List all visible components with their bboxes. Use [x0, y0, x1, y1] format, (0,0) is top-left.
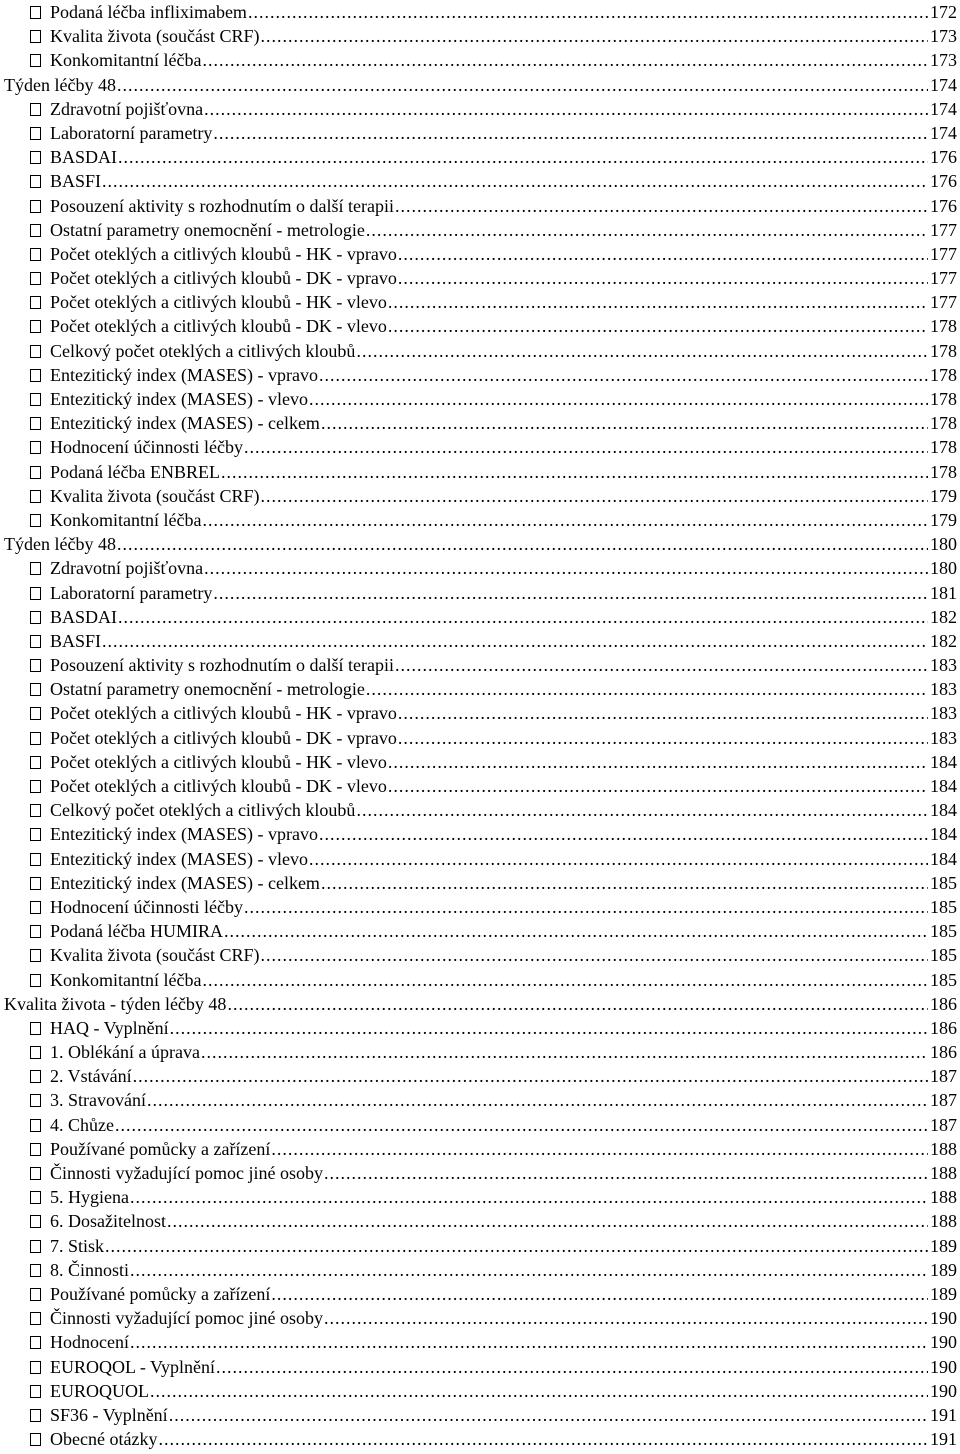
toc-entry[interactable] [0, 387, 960, 411]
toc-entry-title: 8. Činnosti [50, 1259, 130, 1280]
toc-entry-page-number: 184 [930, 848, 957, 869]
toc-entry[interactable] [0, 726, 960, 750]
checkbox-bullet-icon [30, 1409, 41, 1422]
toc-entry[interactable] [0, 629, 960, 653]
toc-entry[interactable] [0, 581, 960, 605]
toc-entry-title: Entezitický index (MASES) - vlevo [50, 848, 308, 869]
checkbox-bullet-icon [30, 514, 41, 527]
toc-entry-page-number: 178 [930, 461, 957, 482]
toc-entry[interactable] [0, 871, 960, 895]
checkbox-bullet-icon [30, 925, 41, 938]
toc-entry[interactable] [0, 1282, 960, 1306]
toc-entry-page-number: 191 [930, 1404, 957, 1425]
toc-entry-title: 6. Dosažitelnost [50, 1211, 166, 1232]
toc-entry[interactable] [0, 121, 960, 145]
toc-entry-title: Laboratorní parametry [50, 122, 213, 143]
toc-entry-page-number: 178 [930, 413, 957, 434]
checkbox-bullet-icon [30, 1288, 41, 1301]
checkbox-bullet-icon [30, 30, 41, 43]
toc-entry[interactable] [0, 701, 960, 725]
toc-entry[interactable] [0, 556, 960, 580]
toc-entry-page-number: 190 [930, 1308, 957, 1329]
toc-entry-title: Hodnocení účinnosti léčby [50, 437, 243, 458]
toc-entry[interactable] [0, 677, 960, 701]
checkbox-bullet-icon [30, 1167, 41, 1180]
checkbox-bullet-icon [30, 1094, 41, 1107]
toc-entry[interactable] [0, 339, 960, 363]
toc-entry-title: Podaná léčba HUMIRA [50, 921, 223, 942]
dot-leader [216, 1355, 928, 1379]
toc-entry-title: 4. Chůze [50, 1114, 114, 1135]
checkbox-bullet-icon [30, 659, 41, 672]
toc-entry-page-number: 174 [930, 98, 957, 119]
toc-entry-page-number: 184 [930, 751, 957, 772]
checkbox-bullet-icon [30, 369, 41, 382]
toc-entry[interactable] [0, 1185, 960, 1209]
checkbox-bullet-icon [30, 1385, 41, 1398]
toc-entry-title: Činnosti vyžadující pomoc jiné osoby [50, 1308, 323, 1329]
checkbox-bullet-icon [30, 248, 41, 261]
dot-leader [271, 1282, 928, 1306]
checkbox-bullet-icon [30, 707, 41, 720]
toc-entry[interactable] [0, 1113, 960, 1137]
dot-leader [388, 774, 928, 798]
toc-entry[interactable] [0, 1161, 960, 1185]
checkbox-bullet-icon [30, 1312, 41, 1325]
toc-entry-page-number: 179 [930, 485, 957, 506]
toc-entry-title: Počet oteklých a citlivých kloubů - HK - vlevo [50, 292, 387, 313]
checkbox-bullet-icon [30, 949, 41, 962]
toc-entry[interactable] [0, 169, 960, 193]
checkbox-bullet-icon [30, 877, 41, 890]
toc-entry[interactable] [0, 1306, 960, 1330]
toc-entry-page-number: 187 [930, 1114, 957, 1135]
toc-entry-title: Počet oteklých a citlivých kloubů - DK - vlevo [50, 776, 387, 796]
toc-entry-title: Ostatní parametry onemocnění - metrologie [50, 219, 365, 240]
toc-entry-title: BASFI [50, 171, 102, 192]
toc-entry-page-number: 191 [930, 1429, 957, 1450]
toc-entry-title: Počet oteklých a citlivých kloubů - DK - vpravo [50, 727, 397, 748]
toc-section-heading[interactable] [0, 992, 960, 1016]
toc-entry-title: Entezitický index (MASES) - celkem [50, 872, 320, 893]
toc-entry-title: Entezitický index (MASES) - celkem [50, 413, 320, 434]
toc-entry[interactable] [0, 48, 960, 72]
toc-entry-page-number: 178 [930, 316, 957, 337]
toc-entry[interactable] [0, 1403, 960, 1427]
dot-leader [388, 290, 928, 314]
checkbox-bullet-icon [30, 780, 41, 793]
checkbox-bullet-icon [30, 393, 41, 406]
toc-entry[interactable] [0, 1064, 960, 1088]
dot-leader [158, 1427, 928, 1451]
dot-leader [130, 1258, 928, 1282]
toc-entry[interactable] [0, 1427, 960, 1451]
checkbox-bullet-icon [30, 151, 41, 164]
toc-entry-page-number: 187 [930, 1066, 957, 1087]
toc-entry-page-number: 177 [930, 292, 957, 313]
toc-entry[interactable] [0, 1330, 960, 1354]
toc-section-heading[interactable] [0, 73, 960, 97]
checkbox-bullet-icon [30, 1215, 41, 1228]
toc-entry-page-number: 178 [930, 364, 957, 385]
dot-leader [366, 677, 928, 701]
toc-entry[interactable] [0, 653, 960, 677]
toc-entry-title: Entezitický index (MASES) - vlevo [50, 389, 308, 409]
dot-leader [130, 1185, 928, 1209]
toc-entry-page-number: 190 [930, 1332, 957, 1353]
toc-entry-title: Kvalita života (součást CRF) [50, 26, 260, 47]
toc-entry-page-number: 176 [930, 195, 957, 216]
toc-entry-page-number: 180 [930, 534, 957, 555]
toc-entry-title: Ostatní parametry onemocnění - metrologie [50, 679, 365, 700]
checkbox-bullet-icon [30, 1119, 41, 1132]
checkbox-bullet-icon [30, 1046, 41, 1059]
toc-entry-title: HAQ - Vyplnění [50, 1017, 169, 1038]
toc-entry-page-number: 186 [930, 1042, 957, 1063]
dot-leader [395, 653, 928, 677]
dot-leader [395, 194, 928, 218]
dot-leader [170, 1016, 928, 1040]
dot-leader [202, 968, 928, 992]
checkbox-bullet-icon [30, 296, 41, 309]
toc-entry-title: Hodnocení účinnosti léčby [50, 896, 243, 917]
toc-entry-page-number: 176 [930, 147, 957, 168]
dot-leader [118, 145, 928, 169]
toc-entry-page-number: 189 [930, 1283, 957, 1304]
dot-leader [117, 73, 928, 97]
toc-entry-title: Laboratorní parametry [50, 582, 213, 603]
toc-entry[interactable] [0, 895, 960, 919]
toc-entry[interactable] [0, 1016, 960, 1040]
toc-entry-title: Celkový počet oteklých a citlivých kloubů [50, 340, 356, 361]
dot-leader [117, 532, 928, 556]
dot-leader [150, 1379, 928, 1403]
dot-leader [201, 1040, 928, 1064]
checkbox-bullet-icon [30, 804, 41, 817]
dot-leader [227, 992, 928, 1016]
toc-entry-title: Kvalita života (součást CRF) [50, 485, 260, 506]
toc-entry-title: Počet oteklých a citlivých kloubů - HK - vpravo [50, 243, 397, 264]
dot-leader [309, 847, 928, 871]
dot-leader [260, 484, 928, 508]
toc-entry-page-number: 185 [930, 969, 957, 990]
dot-leader [319, 363, 928, 387]
toc-entry-page-number: 187 [930, 1090, 957, 1111]
checkbox-bullet-icon [30, 200, 41, 213]
toc-entry-page-number: 189 [930, 1259, 957, 1280]
toc-entry[interactable] [0, 798, 960, 822]
checkbox-bullet-icon [30, 490, 41, 503]
toc-entry[interactable] [0, 290, 960, 314]
toc-entry[interactable] [0, 919, 960, 943]
checkbox-bullet-icon [30, 587, 41, 600]
dot-leader [244, 435, 928, 459]
checkbox-bullet-icon [30, 683, 41, 696]
checkbox-bullet-icon [30, 974, 41, 987]
toc-entry-page-number: 173 [930, 26, 957, 47]
checkbox-bullet-icon [30, 103, 41, 116]
toc-entry-page-number: 189 [930, 1235, 957, 1256]
checkbox-bullet-icon [30, 417, 41, 430]
dot-leader [260, 24, 928, 48]
toc-entry-page-number: 174 [930, 74, 957, 95]
toc-entry-page-number: 188 [930, 1138, 957, 1159]
dot-leader [271, 1137, 928, 1161]
toc-entry-page-number: 179 [930, 509, 957, 530]
dot-leader [213, 121, 928, 145]
toc-entry-page-number: 181 [930, 582, 957, 603]
checkbox-bullet-icon [30, 1240, 41, 1253]
checkbox-bullet-icon [30, 1070, 41, 1083]
toc-entry-title: 5. Hygiena [50, 1187, 129, 1208]
toc-entry-page-number: 186 [930, 993, 957, 1014]
toc-entry-title: Konkomitantní léčba [50, 969, 202, 990]
dot-leader [324, 1161, 928, 1185]
toc-entry-page-number: 182 [930, 630, 957, 651]
toc-entry[interactable] [0, 1234, 960, 1258]
dot-leader [221, 460, 928, 484]
checkbox-bullet-icon [30, 562, 41, 575]
toc-entry[interactable] [0, 774, 960, 798]
dot-leader [244, 895, 928, 919]
dot-leader [167, 1209, 928, 1233]
toc-entry[interactable] [0, 968, 960, 992]
dot-leader [356, 339, 928, 363]
toc-entry[interactable] [0, 1379, 960, 1403]
checkbox-bullet-icon [30, 54, 41, 67]
toc-entry-title: 3. Stravování [50, 1090, 146, 1111]
dot-leader [204, 97, 928, 121]
toc-entry-title: Používané pomůcky a zařízení [50, 1138, 271, 1159]
dot-leader [147, 1088, 928, 1112]
toc-entry[interactable] [0, 363, 960, 387]
checkbox-bullet-icon [30, 732, 41, 745]
toc-entry-page-number: 182 [930, 606, 957, 627]
toc-entry[interactable] [0, 1258, 960, 1282]
toc-entry[interactable] [0, 266, 960, 290]
checkbox-bullet-icon [30, 441, 41, 454]
checkbox-bullet-icon [30, 1143, 41, 1156]
checkbox-bullet-icon [30, 224, 41, 237]
toc-entry[interactable] [0, 0, 960, 24]
toc-entry-page-number: 185 [930, 945, 957, 966]
toc-entry-title: Kvalita života (součást CRF) [50, 945, 260, 966]
checkbox-bullet-icon [30, 1191, 41, 1204]
toc-entry[interactable] [0, 1355, 960, 1379]
checkbox-bullet-icon [30, 127, 41, 140]
toc-entry-title: Činnosti vyžadující pomoc jiné osoby [50, 1163, 323, 1183]
toc-entry-page-number: 183 [930, 655, 957, 676]
toc-entry-title: Konkomitantní léčba [50, 509, 202, 530]
toc-entry[interactable] [0, 411, 960, 435]
checkbox-bullet-icon [30, 1022, 41, 1035]
dot-leader [133, 1064, 928, 1088]
dot-leader [398, 701, 928, 725]
toc-entry[interactable] [0, 1137, 960, 1161]
toc-entry-page-number: 177 [930, 268, 957, 289]
toc-entry-page-number: 178 [930, 389, 957, 409]
toc-entry-page-number: 184 [930, 824, 957, 845]
dot-leader [398, 242, 928, 266]
toc-entry-page-number: 185 [930, 896, 957, 917]
dot-leader [102, 169, 928, 193]
toc-entry-title: 2. Vstávání [50, 1066, 132, 1087]
toc-entry-title: Entezitický index (MASES) - vpravo [50, 364, 318, 385]
checkbox-bullet-icon [30, 611, 41, 624]
toc-entry[interactable] [0, 484, 960, 508]
toc-entry-title: Podaná léčba infliximabem [50, 2, 247, 22]
toc-entry-title: BASDAI [50, 147, 118, 168]
checkbox-bullet-icon [30, 1433, 41, 1446]
toc-entry-title: EUROQOL - Vyplnění [50, 1356, 215, 1377]
checkbox-bullet-icon [30, 853, 41, 866]
toc-entry-title: EUROQUOL [50, 1380, 149, 1401]
toc-section-heading[interactable] [0, 532, 960, 556]
dot-leader [202, 48, 928, 72]
toc-entry-page-number: 190 [930, 1356, 957, 1377]
toc-entry[interactable] [0, 218, 960, 242]
toc-entry[interactable] [0, 242, 960, 266]
toc-entry-title: Celkový počet oteklých a citlivých kloubů [50, 800, 356, 821]
dot-leader [388, 750, 928, 774]
dot-leader [105, 1234, 928, 1258]
toc-entry-title: Zdravotní pojišťovna [50, 558, 204, 579]
checkbox-bullet-icon [30, 635, 41, 648]
toc-entry[interactable] [0, 97, 960, 121]
toc-entry[interactable] [0, 750, 960, 774]
toc-entry-title: Posouzení aktivity s rozhodnutím o další terapii [50, 655, 394, 676]
dot-leader [248, 0, 928, 24]
toc-entry-page-number: 184 [930, 800, 957, 821]
toc-entry-title: Konkomitantní léčba [50, 50, 202, 71]
toc-entry-title: Používané pomůcky a zařízení [50, 1283, 271, 1304]
toc-entry-page-number: 186 [930, 1017, 957, 1038]
dot-leader [398, 266, 928, 290]
toc-entry[interactable] [0, 943, 960, 967]
toc-entry[interactable] [0, 822, 960, 846]
checkbox-bullet-icon [30, 466, 41, 479]
toc-entry[interactable] [0, 1088, 960, 1112]
toc-entry-title: Obecné otázky [50, 1429, 158, 1450]
toc-entry-page-number: 184 [930, 776, 957, 796]
toc-entry-title: BASDAI [50, 606, 118, 627]
toc-entry-page-number: 188 [930, 1187, 957, 1208]
toc-entry[interactable] [0, 605, 960, 629]
toc-entry-page-number: 185 [930, 921, 957, 942]
dot-leader [204, 556, 928, 580]
toc-entry[interactable] [0, 460, 960, 484]
toc-entry-page-number: 176 [930, 171, 957, 192]
toc-entry-page-number: 172 [930, 2, 957, 22]
toc-entry[interactable] [0, 1209, 960, 1233]
toc-entry-page-number: 178 [930, 437, 957, 458]
dot-leader [260, 943, 928, 967]
toc-entry-page-number: 178 [930, 340, 957, 361]
toc-entry-title: 7. Stisk [50, 1235, 105, 1256]
checkbox-bullet-icon [30, 1336, 41, 1349]
toc-entry-page-number: 183 [930, 703, 957, 724]
dot-leader [115, 1113, 928, 1137]
toc-entry-page-number: 188 [930, 1211, 957, 1232]
checkbox-bullet-icon [30, 272, 41, 285]
dot-leader [319, 822, 928, 846]
toc-entry-title: Počet oteklých a citlivých kloubů - HK - vpravo [50, 703, 397, 724]
toc-entry-title: Entezitický index (MASES) - vpravo [50, 824, 318, 845]
toc-entry-title: SF36 - Vyplnění [50, 1404, 168, 1425]
toc-entry-page-number: 177 [930, 243, 957, 264]
toc-entry-title: Zdravotní pojišťovna [50, 98, 204, 119]
toc-entry-title: Počet oteklých a citlivých kloubů - DK - vlevo [50, 316, 387, 337]
toc-entry[interactable] [0, 24, 960, 48]
toc-entry-title: Podaná léčba ENBREL [50, 461, 220, 482]
dot-leader [213, 581, 928, 605]
toc-entry-page-number: 185 [930, 872, 957, 893]
checkbox-bullet-icon [30, 345, 41, 358]
toc-entry-title: BASFI [50, 630, 102, 651]
toc-entry-page-number: 173 [930, 50, 957, 71]
dot-leader [102, 629, 928, 653]
toc-entry-page-number: 188 [930, 1163, 957, 1183]
checkbox-bullet-icon [30, 175, 41, 188]
toc-entry-page-number: 183 [930, 679, 957, 700]
toc-entry-title: 1. Oblékání a úprava [50, 1042, 200, 1063]
dot-leader [130, 1330, 928, 1354]
toc-entry-title: Počet oteklých a citlivých kloubů - HK - vlevo [50, 751, 387, 772]
dot-leader [366, 218, 928, 242]
toc-entry[interactable] [0, 1040, 960, 1064]
toc-entry[interactable] [0, 435, 960, 459]
toc-entry-page-number: 177 [930, 219, 957, 240]
toc-entry[interactable] [0, 194, 960, 218]
toc-entry-page-number: 180 [930, 558, 957, 579]
checkbox-bullet-icon [30, 320, 41, 333]
toc-entry-title: Počet oteklých a citlivých kloubů - DK - vpravo [50, 268, 397, 289]
toc-entry-page-number: 183 [930, 727, 957, 748]
toc-entry-title: Kvalita života - týden léčby 48 [4, 993, 227, 1014]
toc-entry-title: Posouzení aktivity s rozhodnutím o další terapii [50, 195, 394, 216]
dot-leader [202, 508, 928, 532]
toc-entry[interactable] [0, 508, 960, 532]
toc-entry-page-number: 190 [930, 1380, 957, 1401]
dot-leader [321, 871, 928, 895]
toc-entry[interactable] [0, 847, 960, 871]
dot-leader [309, 387, 928, 411]
checkbox-bullet-icon [30, 1361, 41, 1374]
toc-entry-page-number: 174 [930, 122, 957, 143]
dot-leader [224, 919, 928, 943]
dot-leader [118, 605, 928, 629]
dot-leader [169, 1403, 928, 1427]
toc-entry-title: Týden léčby 48 [4, 534, 116, 555]
toc-entry-title: Týden léčby 48 [4, 74, 116, 95]
dot-leader [388, 314, 928, 338]
dot-leader [356, 798, 928, 822]
checkbox-bullet-icon [30, 901, 41, 914]
dot-leader [321, 411, 928, 435]
dot-leader [398, 726, 928, 750]
toc-entry[interactable] [0, 145, 960, 169]
checkbox-bullet-icon [30, 828, 41, 841]
dot-leader [324, 1306, 928, 1330]
checkbox-bullet-icon [30, 6, 41, 19]
toc-entry-title: Hodnocení [50, 1332, 129, 1353]
checkbox-bullet-icon [30, 1264, 41, 1277]
toc-entry[interactable] [0, 314, 960, 338]
checkbox-bullet-icon [30, 756, 41, 769]
